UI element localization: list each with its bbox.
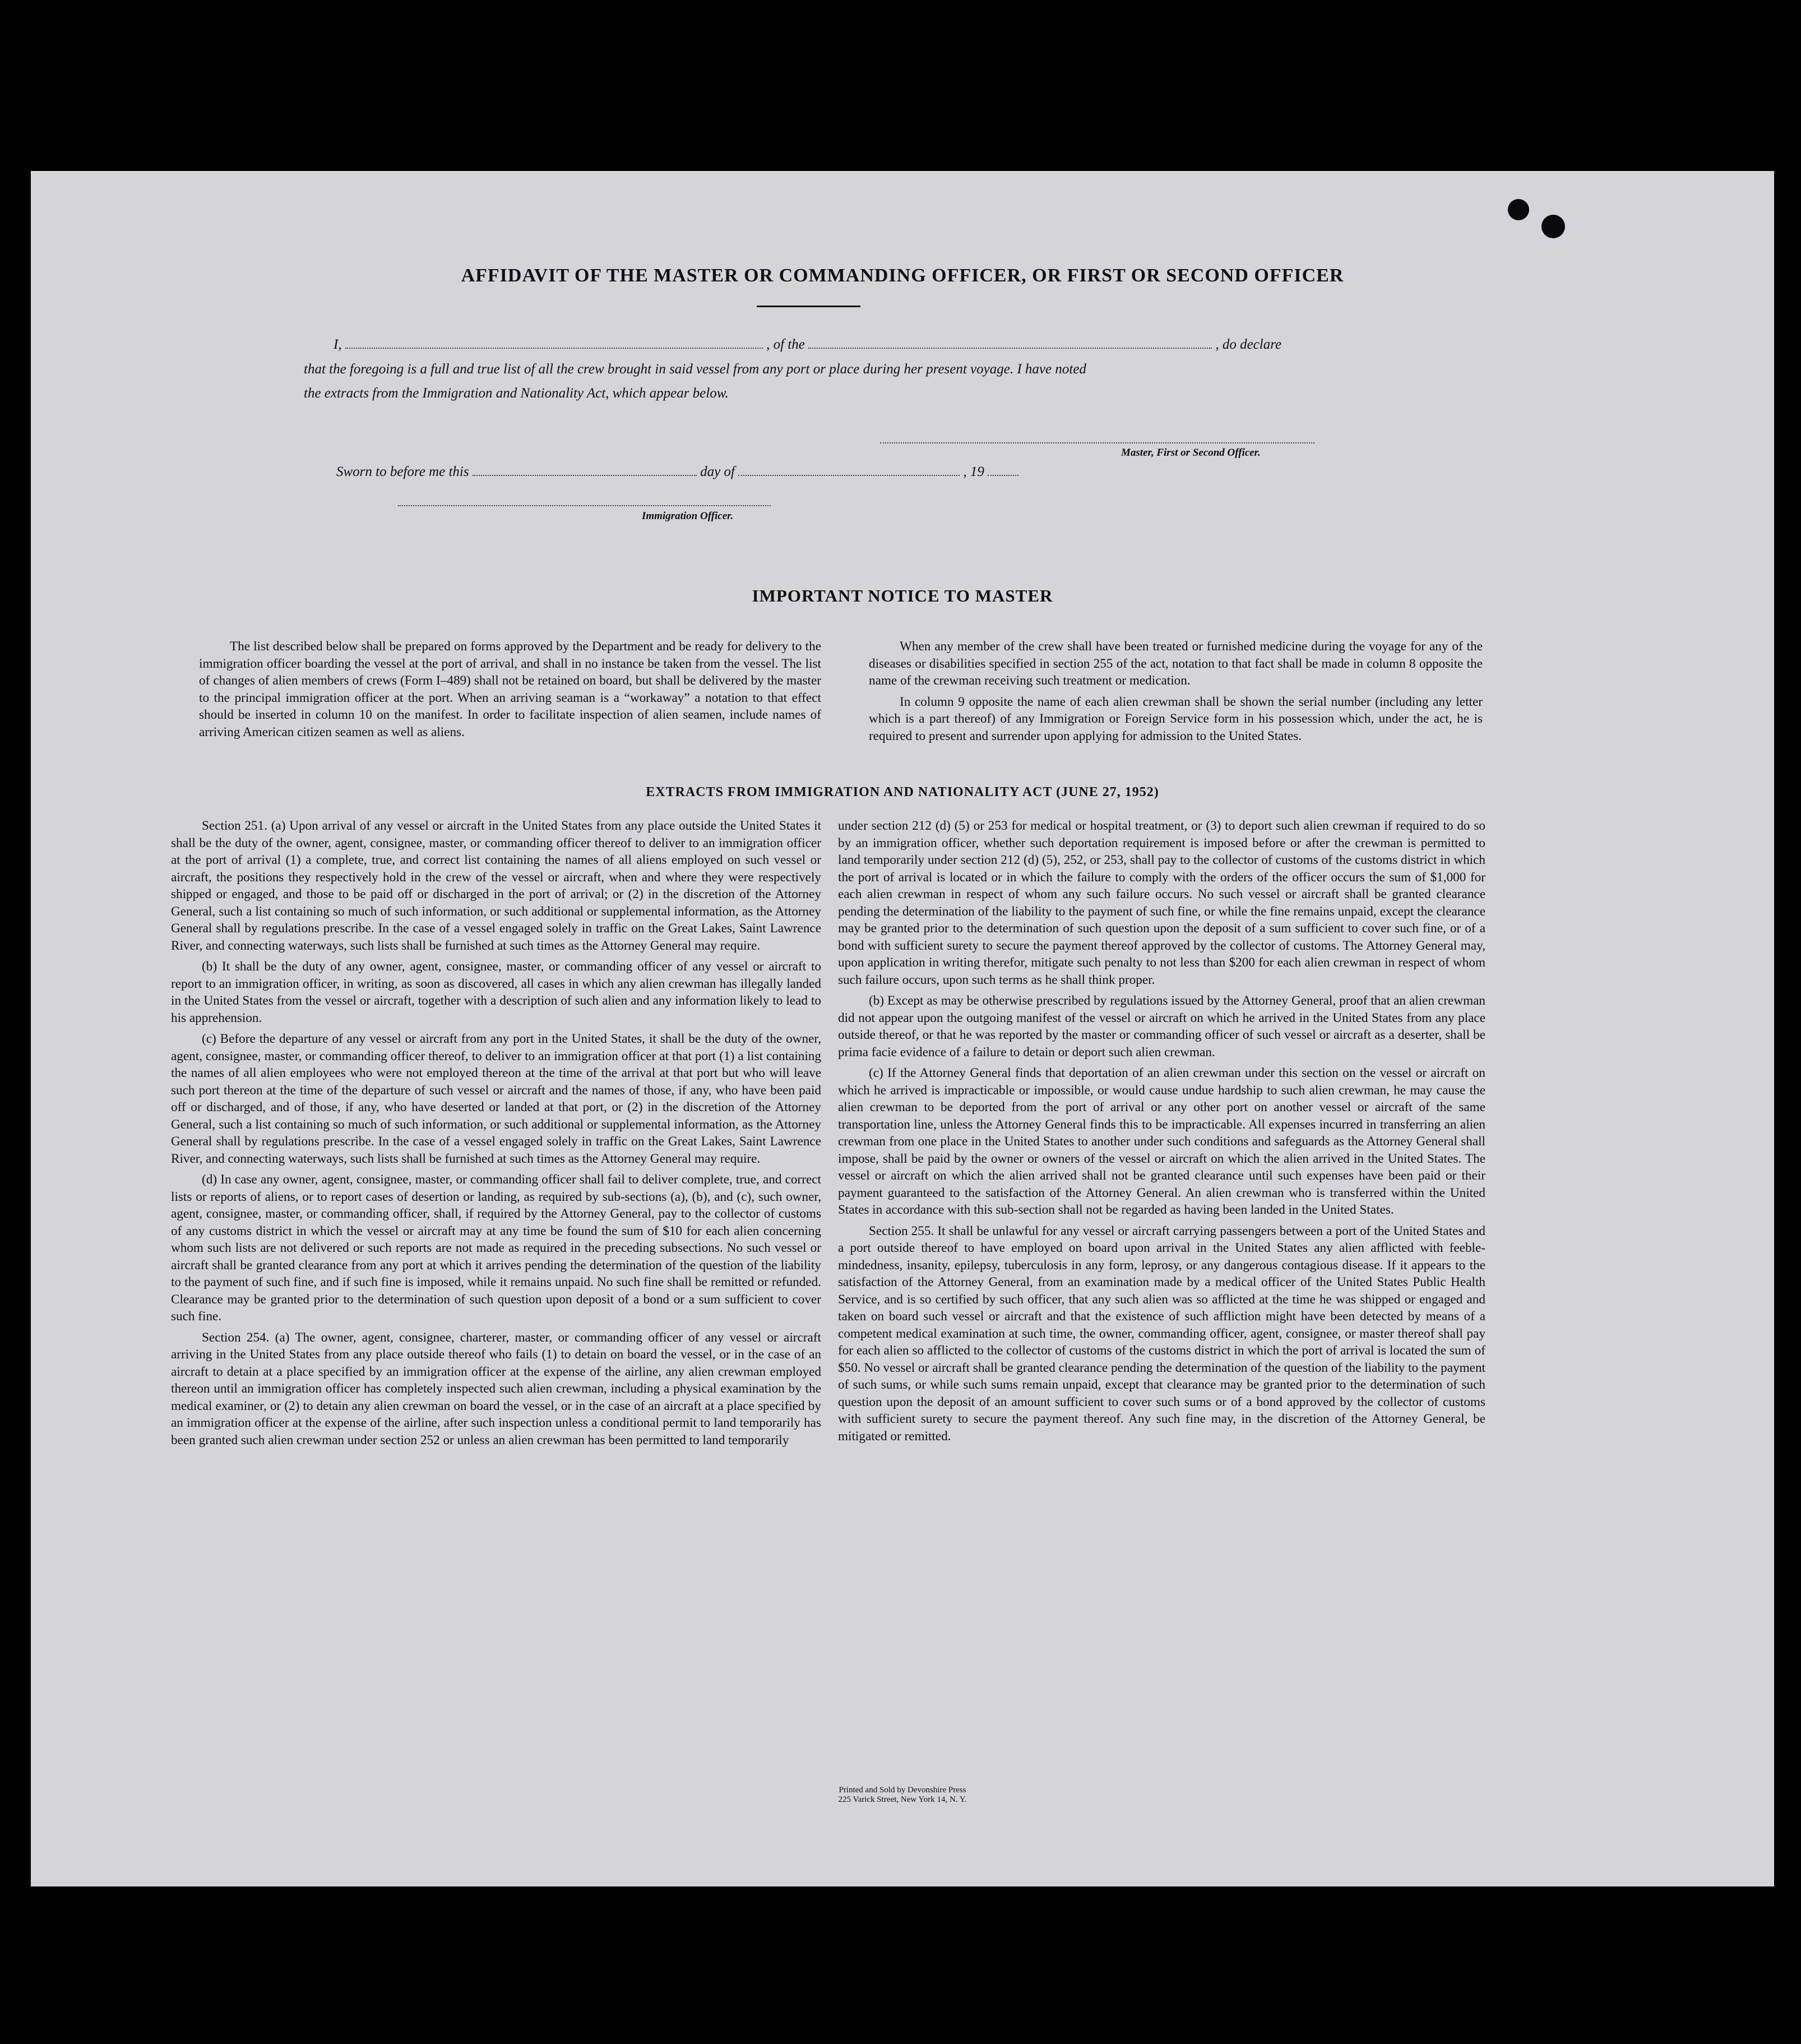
sworn-day-field[interactable]	[473, 475, 697, 476]
document-page	[31, 171, 1774, 1886]
extract-paragraph: Section 255. It shall be unlawful for any vessel or aircraft carrying passengers between a port of the United States and a port outside thereof to have employed on board upon arrival in the United States any alien afflicted with feeble-mindedness, insanity, epilepsy, tuberculosis in any form, leprosy, or any dangerous contagious disease. If it appears to the satisfaction of the Attorney General, from an examination made by a medical officer of the United States Public Health Service, and is so certified by such officer, that any such alien was so afflicted at the time he was shipped or engaged and taken on board such vessel or aircraft and that the existence of such affliction might have been detected by means of a competent medical examination at such time, the owner, commanding officer, agent, consignee, or master thereof shall pay for each alien so afflicted to the collector of customs of the customs district in which the port of arrival is located the sum of $50. No vessel or aircraft shall be granted clearance pending the determination of the question of the liability to the payment of such sums, or while such sums remain unpaid, except that clearance may be granted prior to the determination of such question upon the deposit of an amount sufficient to cover such sums or of a bond approved by the collector of customs with sufficient surety to secure the payment thereof. Any such fine may, in the discretion of the Attorney General, be mitigated or remitted.	[838, 1223, 1485, 1444]
punch-hole	[1541, 215, 1565, 238]
extracts-left-column	[171, 817, 821, 1449]
extract-paragraph: Section 251. (a) Upon arrival of any vessel or aircraft in the United States from any place outside the United States it shall be the duty of the owner, agent, consignee, master, or commanding officer thereof to deliver to an immigration officer at the port of arrival (1) a complete, true, and correct list containing the names of all aliens employed on such vessel or aircraft, the positions they respectively hold in the crew of the vessel or aircraft, when and where they were respectively shipped or engaged, and those to be paid off or discharged in the port of arrival; or (2) in the discretion of the Attorney General, such a list containing so much of such information, or such additional or supplemental information, as the Attorney General shall by regulations prescribe. In the case of a vessel engaged solely in traffic on the Great Lakes, Saint Lawrence River, and connecting waterways, such lists shall be furnished at such times as the Attorney General may require.	[171, 818, 821, 953]
sworn-year-field[interactable]	[988, 475, 1018, 476]
master-signature-label: Master, First or Second Officer.	[1121, 447, 1261, 459]
sworn-line	[336, 464, 1018, 480]
do-declare-label: , do declare	[1215, 337, 1282, 352]
notice-paragraph: The list described below shall be prepared on forms approved by the Department and be ready for delivery to the immigration officer boarding the vessel at the port of arrival, and shall in no instance be taken from the vessel. The list of changes of alien members of crews (Form I–489) shall not be retained on board, but shall be delivered by the master to the principal immigration officer at the port. When an arriving seaman is a “workaway” a notation to that effect should be inserted in column 10 on the manifest. In order to facilitate inspection of alien seamen, include names of arriving American citizen seamen as well as aliens.	[199, 639, 821, 739]
of-the-label: , of the	[766, 337, 805, 352]
notice-left-column	[199, 638, 821, 741]
extract-paragraph: (d) In case any owner, agent, consignee, master, or commanding officer shall fail to deliver complete, true, and correct lists or reports of aliens, or to report cases of desertion or landing, as required by sub-sections (a), (b), and (c), such owner, agent, consignee, master, or commanding officer, shall, if required by the Attorney General, pay to the collector of customs of any customs district in which the vessel or aircraft may at any time be found the sum of $10 for each alien concerning whom such lists are not delivered or such reports are not made as required in the preceding subsections. No such vessel or aircraft shall be granted clearance from any port at which it arrives pending the determination of the question of the liability to the payment of such fine, and if such fine is imposed, while it remains unpaid. No such fine shall be remitted or refunded. Clearance may be granted prior to the determination of such question upon deposit of a bond or a sum sufficient to cover such fine.	[171, 1172, 821, 1324]
extract-paragraph: (b) It shall be the duty of any owner, agent, consignee, master, or commanding officer of any vessel or aircraft to report to an immigration officer, in writing, as soon as discovered, all cases in which any alien crewman has illegally landed in the United States from the vessel or aircraft, together with a description of such alien and any information likely to lead to his apprehension.	[171, 959, 821, 1025]
declaration-line	[334, 337, 1281, 353]
affidavit-title: AFFIDAVIT OF THE MASTER OR COMMANDING OFFICER, OR FIRST OR SECOND OFFICER	[461, 265, 1344, 286]
declaration-text: the extracts from the Immigration and Nationality Act, which appear below.	[304, 386, 729, 401]
extract-paragraph: (c) If the Attorney General finds that deportation of an alien crewman under this section on the vessel or aircraft on which he arrived is impracticable or impossible, or would cause undue hardship to such alien crewman, he may cause the alien crewman to be deported from the port of arrival or any other port on another vessel or aircraft of the same transportation line, unless the Attorney General finds this to be impracticable. All expenses incurred in transferring an alien crewman from one place in the United States to another under such conditions and safeguards as the Attorney General shall impose, shall be paid by the owner or owners of the vessel or aircraft on which the alien arrived in the United States. The vessel or aircraft on which the alien arrived shall not be granted clearance until such expenses have been paid or their payment guaranteed to the satisfaction of the Attorney General. An alien crewman who is transferred within the United States in accordance with this sub-section shall not be regarded as having been landed in the United States.	[838, 1066, 1485, 1217]
declarant-name-field[interactable]	[345, 348, 763, 349]
notice-paragraph: In column 9 opposite the name of each alien crewman shall be shown the serial number (including any letter which is a part thereof) of any Immigration or Foreign Service form in his possession which, under the act, he is required to present and surrender upon applying for admission to the United States.	[869, 694, 1483, 743]
printer-line: Printed and Sold by Devonshire Press	[839, 1786, 966, 1795]
extract-paragraph: (c) Before the departure of any vessel or aircraft from any port in the United States, it shall be the duty of the owner, agent, consignee, master, or commanding officer thereof, to deliver to an immigration officer at that port (1) a list containing the names of all alien employees who were not employed thereon at the time of the arrival at that port but who will leave such port thereon at the time of the departure of such vessel or aircraft and the names of those, if any, who have been paid off or discharged, and of those, if any, who have deserted or landed at that port, or (2) in the discretion of the Attorney General, such a list containing so much of such information, or such additional or supplemental information, as the Attorney General shall by regulations prescribe. In the case of a vessel engaged solely in traffic on the Great Lakes, Saint Lawrence River, and connecting waterways, such lists shall be furnished at such times as the Attorney General may require.	[171, 1032, 821, 1166]
notice-paragraph: When any member of the crew shall have been treated or furnished medicine during the voyage for any of the diseases or disabilities specified in section 255 of the act, notation to that fact shall be made in column 8 opposite the name of the crewman receiving such treatment or medication.	[869, 639, 1483, 688]
master-signature-line[interactable]	[880, 442, 1314, 443]
title-underline	[757, 306, 860, 307]
immigration-officer-label: Immigration Officer.	[642, 510, 734, 522]
year-label: , 19	[963, 464, 984, 479]
day-of-label: day of	[700, 464, 735, 479]
notice-right-column	[869, 638, 1483, 744]
extract-paragraph: under section 212 (d) (5) or 253 for medical or hospital treatment, or (3) to deport such alien crewman if required to do so by an immigration officer, whether such deportation requirement is imposed before or after the crewman is permitted to land temporarily under section 212 (d) (5), 252, or 253, shall pay to the collector of customs of the customs district in which the port of arrival is located or in which the failure to comply with the orders of the officer occurs the sum of $1,000 for each alien crewman in respect of whom any such failure occurs. No such vessel or aircraft shall be granted clearance pending the determination of the liability to the payment of such fine, or while the fine remains unpaid, except the clearance may be granted prior to the determination of such question upon the deposit of a sum sufficient to cover such fine, or of a bond with sufficient surety to secure the payment thereof approved by the collector of customs. The Attorney General may, upon application in writing therefor, mitigate such penalty to not less than $200 for each alien crewman in respect of whom such failure occurs, upon such terms as he shall think proper.	[838, 818, 1485, 987]
extracts-right-column	[838, 817, 1485, 1445]
extract-paragraph: Section 254. (a) The owner, agent, consignee, charterer, master, or commanding officer of any vessel or aircraft arriving in the United States from any place outside thereof who fails (1) to detain on board the vessel, or in the case of an aircraft to detain at a place specified by an immigration officer at the expense of the airline, any alien crewman employed thereon until an immigration officer has completely inspected such alien crewman, including a physical examination by the medical examiner, or (2) to detain any alien crewman on board the vessel, or in the case of an aircraft at a place specified by an immigration officer at the expense of the airline, after such inspection unless a conditional permit to land temporarily has been granted such alien crewman under section 252 or unless an alien crewman has been permitted to land temporarily	[171, 1330, 821, 1448]
declarant-label: I,	[334, 337, 342, 352]
notice-title: IMPORTANT NOTICE TO MASTER	[752, 586, 1053, 605]
immigration-officer-signature-line[interactable]	[398, 505, 771, 506]
vessel-name-field[interactable]	[808, 348, 1212, 349]
printer-address: 225 Varick Street, New York 14, N. Y.	[838, 1795, 967, 1804]
sworn-month-field[interactable]	[738, 475, 960, 476]
declaration-text: that the foregoing is a full and true list of all the crew brought in said vessel from any port or place during her present voyage. I have noted	[304, 362, 1086, 377]
extract-paragraph: (b) Except as may be otherwise prescribed by regulations issued by the Attorney General, proof that an alien crewman did not appear upon the outgoing manifest of the vessel or aircraft on which he arrived in the United States from any place outside thereof, or that he was reported by the master or commanding officer of such vessel or aircraft as a deserter, shall be prima facie evidence of a failure to detain or deport such alien crewman.	[838, 993, 1485, 1060]
sworn-label: Sworn to before me this	[336, 464, 469, 479]
printer-imprint	[31, 1786, 1774, 1805]
punch-hole	[1508, 199, 1529, 220]
extracts-title: EXTRACTS FROM IMMIGRATION AND NATIONALITY ACT (JUNE 27, 1952)	[646, 785, 1159, 799]
